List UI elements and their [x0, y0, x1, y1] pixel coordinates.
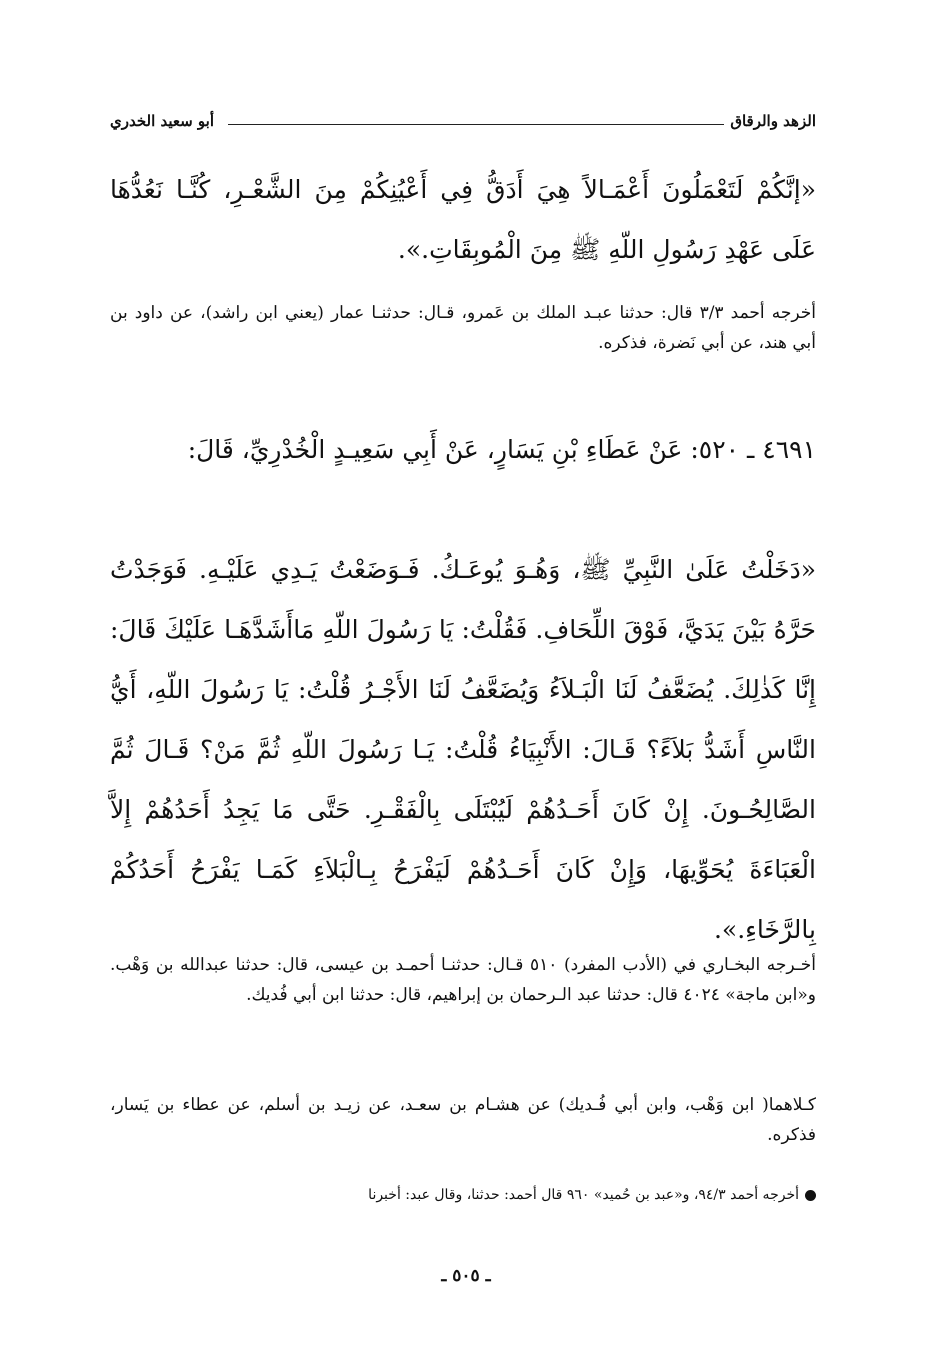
- footnote: [110, 1184, 816, 1206]
- narrator-name: أبو سعيد الخدري: [110, 112, 215, 130]
- running-header: [110, 112, 816, 142]
- header-rule: [228, 124, 724, 125]
- bullet-icon: [805, 1190, 816, 1201]
- footnote-text: أخرجه أحمد ٩٤/٣، و«عبد بن حُميد» ٩٦٠ قال أحمد: حدثنا، وقال عبد: أخبرنا: [368, 1187, 799, 1203]
- page-number: ـ ٥٠٥ ـ: [441, 1266, 491, 1286]
- hadith-heading-b: ٤٦٩١ ـ ٥٢٠: عَنْ عَطَاءِ بْنِ يَسَارٍ، عَنْ أَبِي سَعِيـدٍ الْخُدْرِيِّ، قَالَ:: [187, 435, 816, 464]
- hadith-text-a: «إنَّكُمْ لَتَعْمَلُونَ أَعْمَـالاً هِيَ أَدَقُّ فِي أَعْيُنِكُمْ مِنَ الشَّعْـرِ، كُنَّـا نَعُدُّهَا عَلَى عَهْدِ رَسُولِ اللّهِ ﷺ مِنَ الْمُوبِقَاتِ.».: [110, 175, 816, 264]
- takhrij-note-a: أخرجه أحمد ٣/٣ قال: حدثنا عبـد الملك بن عَمرو، قـال: حدثنـا عمار (يعني ابن راشد)، عن داود بن أبي هند، عن أبي نَضرة، فذكره.: [110, 303, 816, 353]
- takhrij-note-b2: كـلاهما( ابن وَهْب، وابن أبي فُـديك) عن هشـام بن سعـد، عن زيـد بن أسلم، عن عطاء بن يَسار، فذكره.: [110, 1095, 816, 1145]
- hadith-text-b: «دَخَلْتُ عَلَىٰ النَّبِيِّ ﷺ، وَهُـوَ يُوعَـكُ. فَـوَضَعْتُ يَـدِي عَلَيْـهِ. فَوَجَدْتُ حَرَّهُ بَيْنَ يَدَيَّ، فَوْقَ اللِّحَافِ. فَقُلْتُ: يَا رَسُولَ اللّهِ مَاأَشَدَّهَـا عَلَيْكَ قَالَ: إِنَّا كَذٰلِكَ. يُضَعَّفُ لَنَا الْبَـلاَءُ وَيُضَعَّفُ لَنَا الأَجْـرُ قُلْتُ: يَا رَسُولَ اللّهِ، أَيُّ النَّاسِ أَشَدُّ بَلاَءً؟ قَـالَ: الأَنْبِيَاءُ قُلْتُ: يَـا رَسُولَ اللّهِ ثُمَّ مَنْ؟ قَـالَ ثُمَّ الصَّالِحُـونَ. إِنْ كَانَ أَحَـدُهُمْ لَيُبْتَلَى بِالْفَقْـرِ. حَتَّى مَا يَجِدُ أَحَدُهُمْ إِلاَّ الْعَبَاءَةَ يُحَوِّيهَا، وَإِنْ كَانَ أَحَـدُهُمْ لَيَفْرَحُ بِـالْبَلاَءِ كَمَـا يَفْرَحُ أَحَدُكُمْ بِالرَّخَاءِ.».: [110, 555, 816, 944]
- book-title: الزهد والرقاق: [730, 112, 816, 130]
- takhrij-note-b1: أخـرجه البخـاري في (الأدب المفرد) ٥١٠ قـال: حدثنـا أحمـد بن عيسى، قال: حدثنا عبدالله بن وَهْب. و«ابن ماجة» ٤٠٢٤ قال: حدثنا عبد الـرحمان بن إبراهيم، قال: حدثنا ابن أبي فُديك.: [110, 955, 816, 1005]
